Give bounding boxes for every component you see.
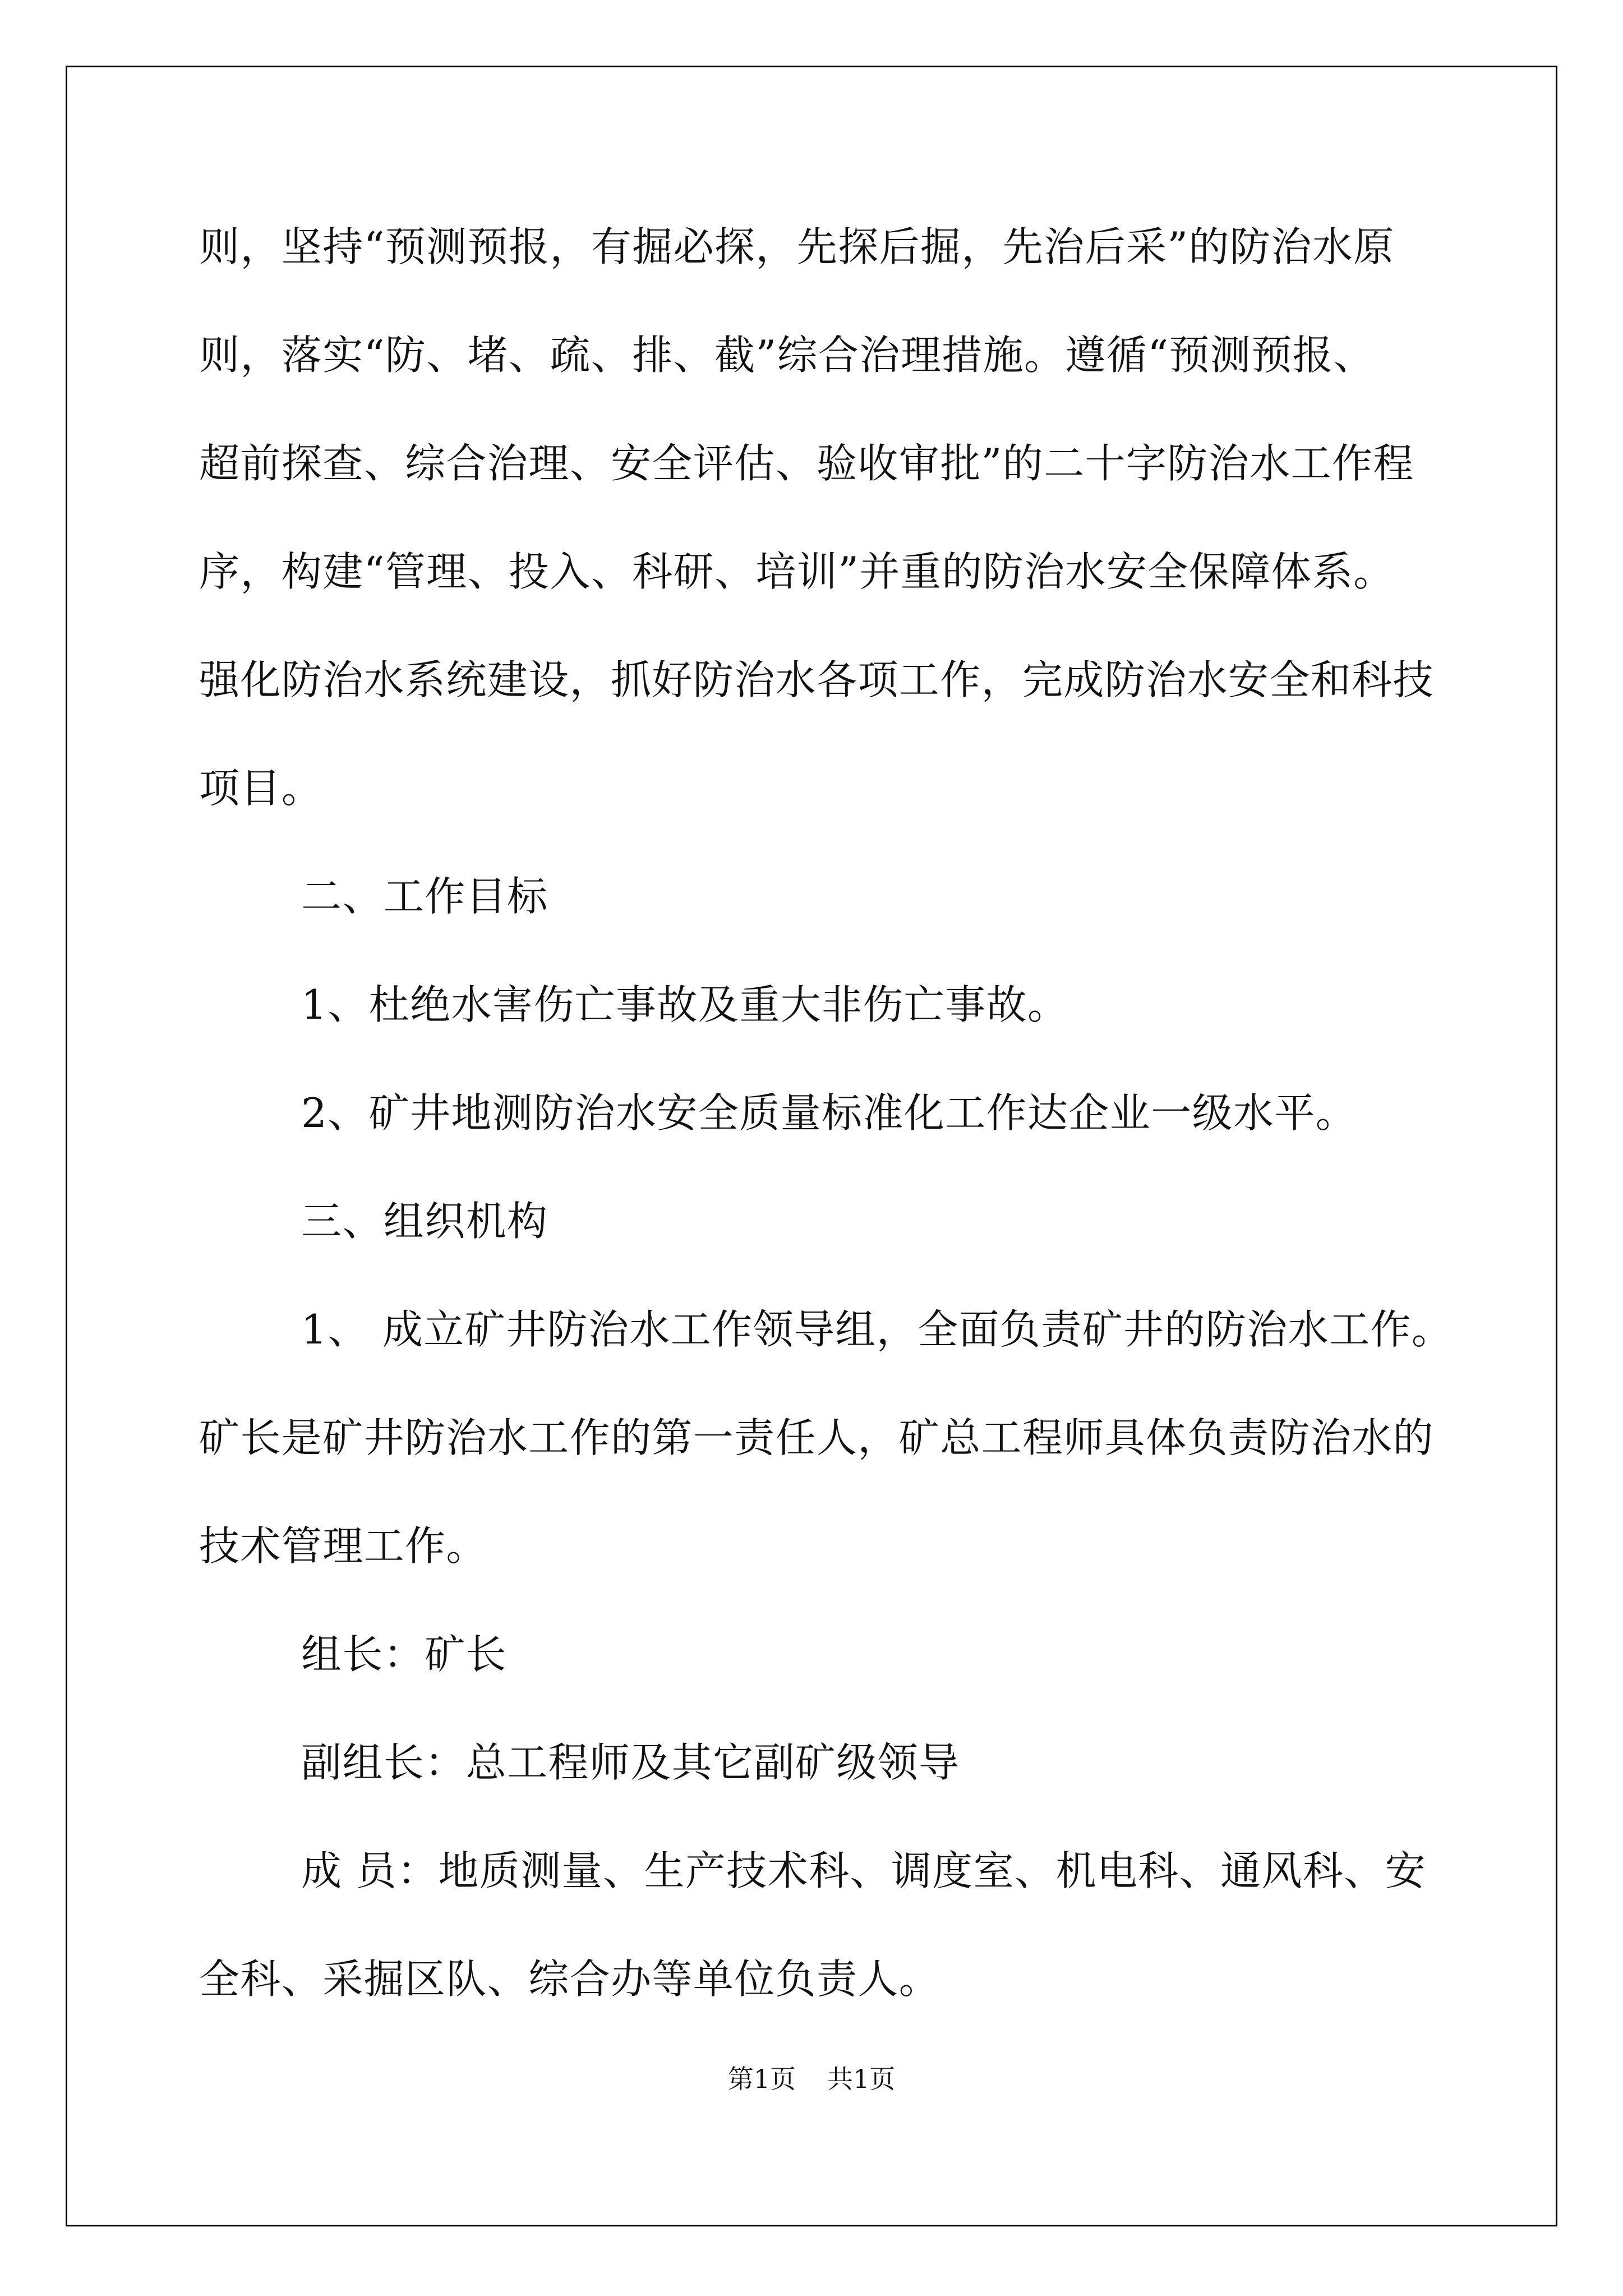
- goal-item-1: 1、杜绝水害伤亡事故及重大非伤亡事故。: [301, 981, 1069, 1028]
- goal-item-2: 2、矿井地测防治水安全质量标准化工作达企业一级水平。: [301, 1089, 1357, 1137]
- page-footer: [0, 2062, 1623, 2096]
- page-border: [66, 66, 1557, 2226]
- body-line-6: 项目。: [199, 765, 323, 812]
- body-line-12: 矿长是矿井防治水工作的第一责任人，矿总工程师具体负责防治水的: [199, 1414, 1435, 1461]
- body-line-5: 强化防治水系统建设，抓好防治水各项工作，完成防治水安全和科技: [199, 656, 1435, 703]
- members-line-continued: 全科、采掘区队、综合办等单位负责人。: [199, 1955, 940, 2003]
- body-line-13: 技术管理工作。: [199, 1522, 487, 1570]
- page-number-current: 第1页: [727, 2064, 796, 2094]
- body-line-1: 则，坚持“预测预报，有掘必探，先探后掘，先治后采”的防治水原: [199, 223, 1395, 270]
- body-line-3: 超前探查、综合治理、安全评估、验收审批”的二十字防治水工作程: [199, 440, 1414, 487]
- page-number-total: 共1页: [827, 2064, 896, 2094]
- members-line: 成 员：地质测量、生产技术科、调度室、机电科、通风科、安: [301, 1847, 1427, 1894]
- leader-line: 组长：矿长: [301, 1631, 508, 1678]
- deputy-leader-line: 副组长：总工程师及其它副矿级领导: [301, 1739, 960, 1786]
- body-line-4: 序，构建“管理、投入、科研、培训”并重的防治水安全保障体系。: [199, 548, 1395, 595]
- section-heading-organization: 三、组织机构: [301, 1198, 548, 1245]
- body-line-2: 则，落实“防、堵、疏、排、截”综合治理措施。遵循“预测预报、: [199, 332, 1375, 379]
- section-heading-goals: 二、工作目标: [301, 873, 548, 920]
- organization-item-1: 1、 成立矿井防治水工作领导组，全面负责矿井的防治水工作。: [301, 1306, 1453, 1353]
